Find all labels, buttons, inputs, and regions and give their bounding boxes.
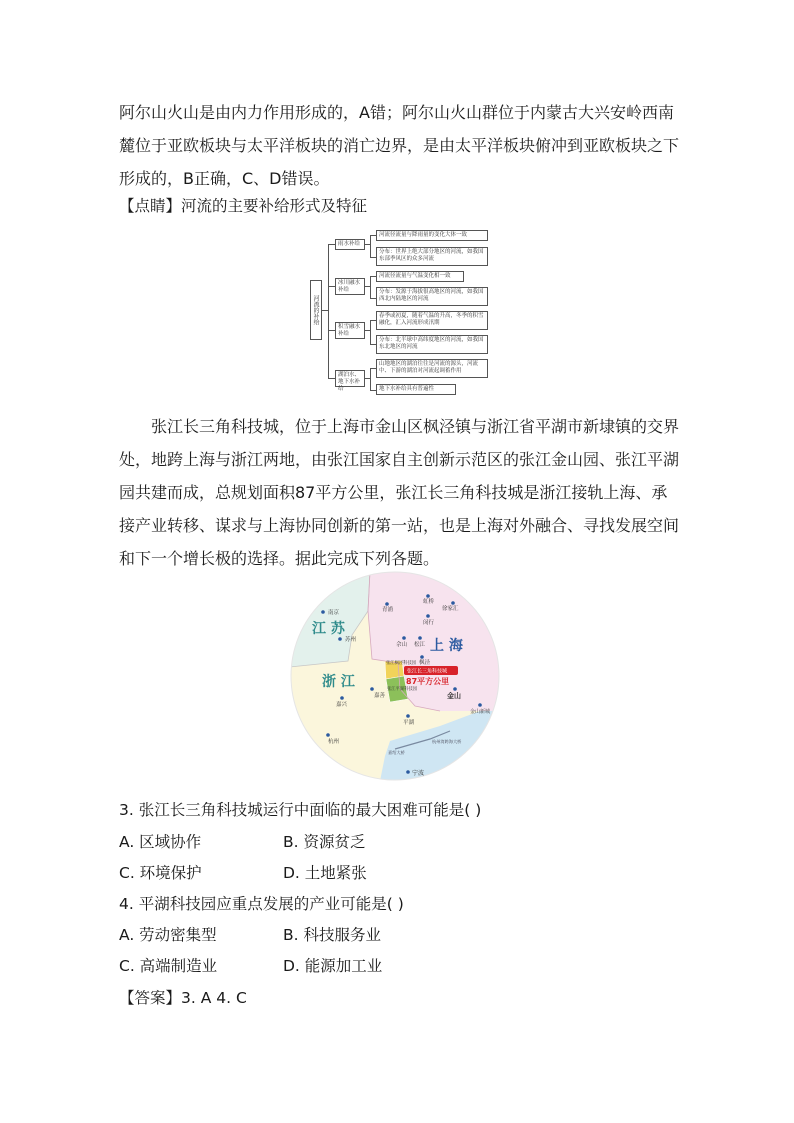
- area-label: 87平方公里: [406, 677, 450, 686]
- question-option[interactable]: C. 高端制造业: [119, 957, 218, 975]
- place-label: 金山新城: [470, 709, 491, 715]
- place-label: 南京: [328, 610, 340, 616]
- place-label: 宁波: [412, 770, 425, 777]
- tip-heading: 【点睛】河流的主要补给形式及特征: [119, 197, 368, 215]
- city-tag-label: 张江长三角科技城: [407, 668, 448, 675]
- place-label: 平湖: [403, 720, 415, 726]
- place-label: 佘山: [396, 642, 408, 648]
- question-option[interactable]: D. 土地紧张: [283, 864, 367, 882]
- place-label: 嘉兴: [336, 702, 348, 708]
- place-label: 枫泾: [419, 660, 431, 666]
- question-option[interactable]: B. 科技服务业: [283, 926, 381, 944]
- branch-item: 河流径流量与气温变化相一致: [376, 271, 464, 282]
- question-option[interactable]: A. 劳动密集型: [119, 926, 217, 944]
- connector: [328, 330, 335, 331]
- park-pinghu-label: 张江平湖科技园: [387, 687, 418, 692]
- park-jinshan-label: 张江枫泾科技园: [386, 661, 417, 666]
- connector: [370, 276, 371, 298]
- question-option[interactable]: B. 资源贫乏: [283, 833, 366, 851]
- branch-label: 雨水补给: [335, 239, 365, 250]
- question-stem: 4. 平湖科技园应重点发展的产业可能是( ): [119, 895, 404, 913]
- place-label: 嘉善: [374, 693, 386, 699]
- bridge-label: 嘉绍大桥: [388, 750, 405, 755]
- branch-item: 分布：世界上绝大部分地区的河流，如我国东部季风区的众多河流: [376, 247, 488, 266]
- place-label: 青浦: [382, 607, 394, 613]
- connector: [328, 286, 335, 287]
- connector: [328, 244, 329, 378]
- branch-item: 分布：北半球中高纬度地区的河流，如我国东北地区的河流: [376, 335, 488, 354]
- connector: [328, 244, 335, 245]
- connector: [370, 235, 371, 257]
- question-option[interactable]: A. 区域协作: [119, 833, 202, 851]
- region-shanghai-label: 上 海: [430, 638, 463, 654]
- place-label: 松江: [414, 642, 426, 648]
- branch-item: 分布：发源于海拔很高地区的河流，如我国西北内陆地区的河流: [376, 287, 488, 306]
- place-label: 杭州: [328, 739, 340, 745]
- region-zhejiang-label: 浙 江: [322, 674, 355, 690]
- branch-label: 湖泊水、地下水补给: [335, 370, 365, 387]
- map-svg: [290, 571, 500, 781]
- diagram-root: 河流的补给: [310, 280, 322, 340]
- question-option[interactable]: D. 能源加工业: [283, 957, 383, 975]
- explanation-paragraph: 阿尔山火山是由内力作用形成的，A错；阿尔山火山群位于内蒙古大兴安岭西南麓位于亚欧板块与太平洋板块的消亡边界，是由太平洋板块俯冲到亚欧板块之下形成的，B正确，C、D错误。: [119, 103, 680, 188]
- region-jiangsu-label: 江 苏: [312, 621, 345, 637]
- place-label: 闵行: [423, 620, 435, 626]
- connector: [370, 368, 371, 390]
- location-map: [290, 571, 500, 781]
- connector: [328, 378, 335, 379]
- place-label: 苏州: [345, 637, 357, 643]
- branch-item: 春季或初夏，随着气温的升高，冬季的积雪融化，汇入河流形成汛期: [376, 311, 488, 330]
- place-label: 金山: [447, 692, 461, 700]
- branch-item: 山地地区的湖泊往往是河流的源头，河流中、下游的湖泊对河流起调蓄作用: [376, 359, 488, 378]
- answer-line: 【答案】3. A 4. C: [119, 989, 247, 1007]
- branch-item: 河流径流量与降雨量的变化大体一致: [376, 230, 488, 241]
- river-supply-diagram: [308, 226, 492, 394]
- place-label: 虹桥: [423, 599, 435, 605]
- branch-label: 积雪融水补给: [335, 322, 365, 339]
- branch-item: 地下水补给具有普遍性: [376, 384, 456, 395]
- passage-paragraph: 张江长三角科技城，位于上海市金山区枫泾镇与浙江省平湖市新埭镇的交界处，地跨上海与浙江两地，由张江国家自主创新示范区的张江金山园、张江平湖园共建而成，总规划面积87平方公里，张江长三角科技城是浙江接轨上海、承接产业转移、谋求与上海协同创新的第一站，也是上海对外融合、寻找发展空间和下一个增长极的选择。据此完成下列各题。: [119, 417, 680, 568]
- question-stem: 3. 张江长三角科技城运行中面临的最大困难可能是( ): [119, 801, 482, 819]
- bridge-label: 杭州湾跨海大桥: [432, 739, 462, 744]
- question-option[interactable]: C. 环境保护: [119, 864, 202, 882]
- branch-label: 冰川融水补给: [335, 278, 365, 295]
- place-label: 徐家汇: [442, 606, 459, 612]
- connector: [370, 320, 371, 344]
